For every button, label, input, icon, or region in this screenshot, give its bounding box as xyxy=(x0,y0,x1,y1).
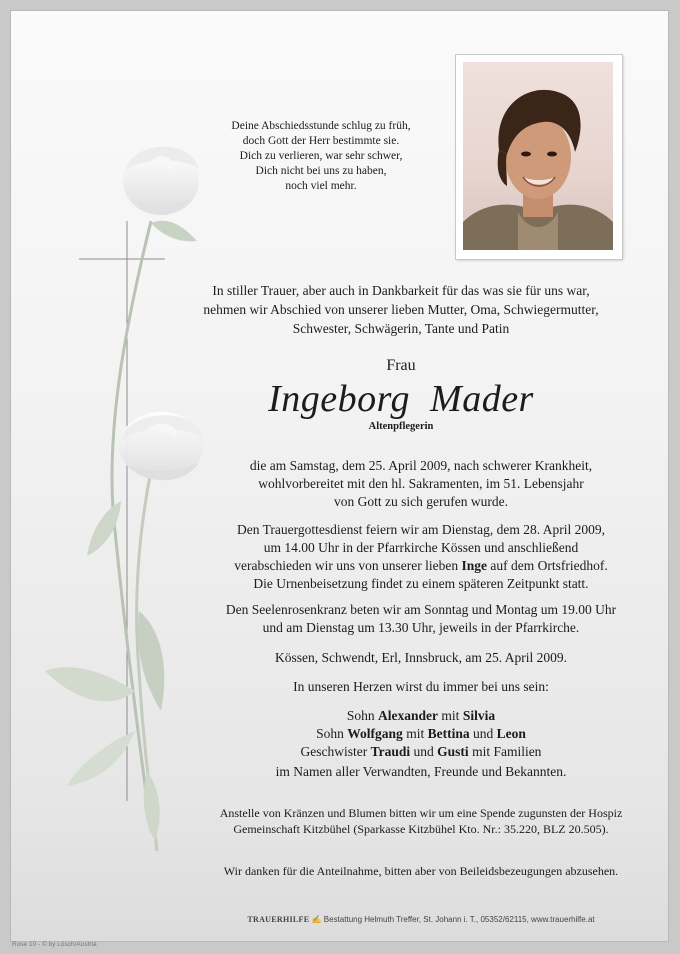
poem xyxy=(191,119,451,194)
poem-line: Dich zu verlieren, war sehr schwer, xyxy=(239,150,403,162)
family-name: Silvia xyxy=(462,708,496,723)
family-row xyxy=(186,725,656,743)
donation-line: Anstelle von Kränzen und Blumen bitten wir um eine Spende zugunsten der Hospiz xyxy=(219,806,623,820)
poem-line: noch viel mehr. xyxy=(285,180,357,192)
family-row xyxy=(186,743,656,761)
nickname: Inge xyxy=(461,558,487,573)
funeral-service xyxy=(186,521,656,593)
intro-line: nehmen wir Abschied von unserer lieben Mutter, Oma, Schwiegermutter, xyxy=(203,302,599,317)
service-line: Die Urnenbeisetzung findet zu einem späteren Zeitpunkt statt. xyxy=(253,576,589,591)
intro-text xyxy=(171,281,631,338)
rosary-line: Den Seelenrosenkranz beten wir am Sonntag und Montag um 19.00 Uhr xyxy=(225,602,617,617)
rosary-line: und am Dienstag um 13.30 Uhr, jeweils in der Pfarrkirche. xyxy=(262,620,580,635)
portrait-photo xyxy=(463,62,613,250)
undertaker-info: Bestattung Helmuth Treffer, St. Johann i. T., 05352/62115, www.trauerhilfe.at xyxy=(323,915,595,924)
hand-icon: ✍ xyxy=(311,915,322,924)
family-text: Sohn xyxy=(346,708,379,723)
place-date: Kössen, Schwendt, Erl, Innsbruck, am 25. April 2009. xyxy=(274,650,568,665)
family-list xyxy=(186,707,656,761)
deceased-name: Ingeborg Mader xyxy=(268,378,534,420)
service-text: verabschieden wir uns von unserer lieben xyxy=(234,558,462,573)
service-text: auf dem Ortsfriedhof. xyxy=(486,558,608,573)
intro-line: In stiller Trauer, aber auch in Dankbarkeit für das was sie für uns war, xyxy=(212,283,590,298)
death-notice-line: von Gott zu sich gerufen wurde. xyxy=(334,494,508,509)
family-text: mit xyxy=(402,726,428,741)
relatives-line: im Namen aller Verwandten, Freunde und Bekannten. xyxy=(275,764,567,779)
service-line xyxy=(186,557,656,575)
poem-line: Dich nicht bei uns zu haben, xyxy=(255,165,387,177)
family-text: mit Familien xyxy=(468,744,542,759)
poem-line: Deine Abschiedsstunde schlug zu früh, xyxy=(231,120,411,132)
family-name: Gusti xyxy=(437,744,469,759)
family-text: mit xyxy=(438,708,463,723)
service-line: Den Trauergottesdienst feiern wir am Dienstag, dem 28. April 2009, xyxy=(237,522,605,537)
death-notice-line: die am Samstag, dem 25. April 2009, nach schwerer Krankheit, xyxy=(249,458,593,473)
thanks-line: Wir danken für die Anteilnahme, bitten aber von Beileidsbezeugungen abzusehen. xyxy=(223,864,619,878)
undertaker-brand: TRAUERHILFE xyxy=(247,915,310,924)
donation-request xyxy=(186,805,656,837)
death-notice xyxy=(186,457,656,511)
family-name: Wolfgang xyxy=(347,726,403,741)
family-row xyxy=(186,707,656,725)
family-text: und xyxy=(469,726,497,741)
family-text: Sohn xyxy=(316,726,348,741)
family-text: und xyxy=(410,744,438,759)
corner-note: Rose 10 - © by Lösch/Austria xyxy=(12,941,97,948)
family-name: Bettina xyxy=(427,726,470,741)
service-line: um 14.00 Uhr in der Pfarrkirche Kössen und anschließend xyxy=(263,540,579,555)
family-name: Alexander xyxy=(378,708,439,723)
obituary-card xyxy=(11,11,668,941)
donation-line: Gemeinschaft Kitzbühel (Sparkasse Kitzbühel Kto. Nr.: 35.220, BLZ 20.505). xyxy=(233,822,609,836)
death-notice-line: wohlvorbereitet mit den hl. Sakramenten, im 51. Lebensjahr xyxy=(258,476,584,491)
family-text: Geschwister xyxy=(300,744,371,759)
salutation: Frau xyxy=(386,357,416,374)
undertaker-footer xyxy=(186,915,656,924)
occupation: Altenpflegerin xyxy=(368,421,434,432)
poem-line: doch Gott der Herr bestimmte sie. xyxy=(242,135,400,147)
intro-line: Schwester, Schwägerin, Tante und Patin xyxy=(292,321,510,336)
rosary xyxy=(186,601,656,637)
hearts-line: In unseren Herzen wirst du immer bei uns sein: xyxy=(293,679,549,694)
family-name: Leon xyxy=(496,726,526,741)
family-name: Traudi xyxy=(370,744,411,759)
rose-top xyxy=(123,147,199,215)
portrait-frame xyxy=(456,55,622,259)
